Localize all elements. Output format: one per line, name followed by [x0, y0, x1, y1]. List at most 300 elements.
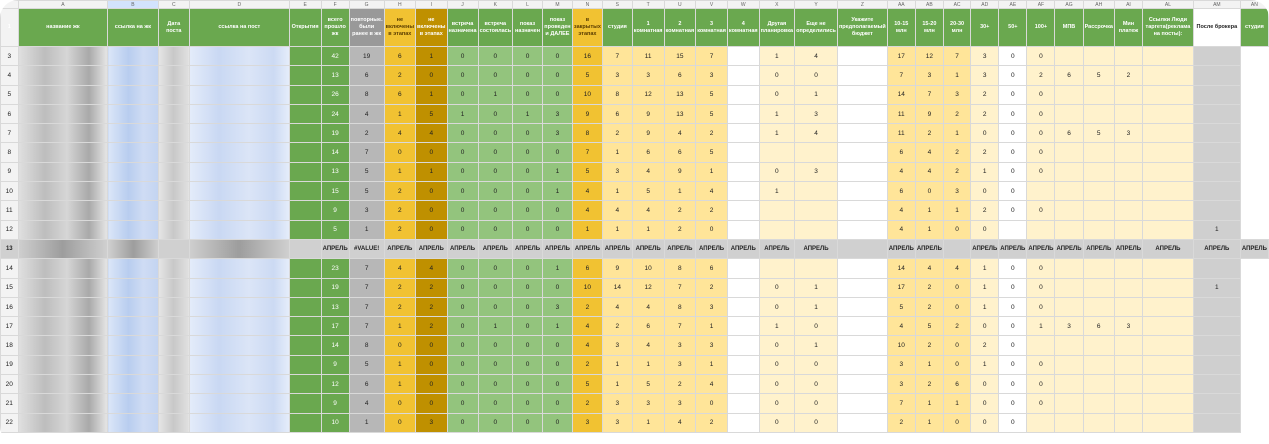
data-cell[interactable] — [727, 336, 759, 355]
data-cell[interactable]: 0 — [447, 278, 478, 297]
data-cell[interactable]: 2 — [384, 278, 415, 297]
row-number[interactable]: 18 — [1, 336, 19, 355]
data-cell[interactable] — [1143, 259, 1194, 278]
data-cell[interactable]: 5 — [572, 66, 602, 85]
data-cell[interactable]: 4 — [632, 201, 664, 220]
data-cell[interactable] — [1193, 66, 1240, 85]
blurred-post-link-cell[interactable] — [189, 220, 289, 239]
data-cell[interactable]: 6 — [887, 143, 915, 162]
column-letter-s[interactable]: S — [602, 1, 632, 9]
data-cell[interactable]: 4 — [915, 259, 943, 278]
blurred-complex-name-cell[interactable] — [18, 47, 108, 66]
blurred-post-link-cell[interactable] — [189, 104, 289, 123]
blurred-complex-link-cell[interactable] — [108, 394, 158, 413]
data-cell[interactable]: 14 — [887, 85, 915, 104]
header-cell[interactable]: 15-20 млн — [915, 9, 943, 47]
data-cell[interactable]: 2 — [384, 182, 415, 201]
column-letter-b[interactable]: B — [108, 1, 158, 9]
data-cell[interactable] — [1114, 413, 1142, 432]
data-cell[interactable]: 4 — [384, 259, 415, 278]
data-cell[interactable]: 0 — [478, 143, 513, 162]
data-cell[interactable]: 3 — [1114, 124, 1142, 143]
data-cell[interactable]: 0 — [447, 336, 478, 355]
data-cell[interactable]: 4 — [572, 336, 602, 355]
data-cell[interactable]: 4 — [795, 124, 838, 143]
month-label-cell[interactable]: АПРЕЛЬ — [1027, 239, 1055, 258]
data-cell[interactable]: 0 — [513, 124, 543, 143]
data-cell[interactable]: 4 — [887, 162, 915, 181]
data-cell[interactable] — [1055, 104, 1083, 123]
data-cell[interactable]: 15 — [321, 182, 349, 201]
data-cell[interactable]: 2 — [572, 297, 602, 316]
data-cell[interactable] — [727, 124, 759, 143]
data-cell[interactable]: 8 — [572, 124, 602, 143]
data-cell[interactable]: 8 — [602, 85, 632, 104]
month-label-cell[interactable]: АПРЕЛЬ — [795, 239, 838, 258]
data-cell[interactable]: 0 — [542, 413, 572, 432]
blurred-complex-link-cell[interactable] — [108, 259, 158, 278]
data-cell[interactable]: 0 — [513, 47, 543, 66]
data-cell[interactable] — [289, 355, 321, 374]
row-number[interactable]: 7 — [1, 124, 19, 143]
data-cell[interactable]: 0 — [478, 297, 513, 316]
data-cell[interactable] — [1143, 220, 1194, 239]
data-cell[interactable]: 4 — [664, 124, 696, 143]
blurred-complex-name-cell[interactable] — [18, 124, 108, 143]
header-cell[interactable]: Ссылки Люди таргета(реклама на посты): — [1143, 9, 1194, 47]
data-cell[interactable] — [1114, 104, 1142, 123]
data-cell[interactable]: 2 — [915, 297, 943, 316]
row-number[interactable]: 19 — [1, 355, 19, 374]
data-cell[interactable]: 4 — [632, 162, 664, 181]
header-cell[interactable]: Открытия — [289, 9, 321, 47]
data-cell[interactable]: 0 — [795, 317, 838, 336]
data-cell[interactable]: 6 — [384, 85, 415, 104]
column-letter-v[interactable]: V — [696, 1, 728, 9]
data-cell[interactable]: 0 — [447, 297, 478, 316]
blurred-post-link-cell[interactable] — [189, 394, 289, 413]
month-cell[interactable] — [289, 239, 321, 258]
data-cell[interactable]: 4 — [632, 336, 664, 355]
data-cell[interactable] — [1143, 317, 1194, 336]
data-cell[interactable]: 4 — [696, 375, 728, 394]
data-cell[interactable]: 5 — [632, 375, 664, 394]
column-letter-d[interactable]: D — [189, 1, 289, 9]
data-cell[interactable]: 3 — [416, 413, 447, 432]
data-cell[interactable]: 8 — [664, 297, 696, 316]
data-cell[interactable]: 0 — [1027, 297, 1055, 316]
data-cell[interactable]: 0 — [971, 375, 999, 394]
data-cell[interactable]: 1 — [664, 182, 696, 201]
data-cell[interactable] — [1083, 375, 1114, 394]
data-cell[interactable] — [1193, 143, 1240, 162]
data-cell[interactable] — [1055, 336, 1083, 355]
data-cell[interactable]: 6 — [887, 182, 915, 201]
column-letter-n[interactable]: N — [572, 1, 602, 9]
blurred-complex-name-cell[interactable] — [18, 413, 108, 432]
data-cell[interactable] — [727, 143, 759, 162]
data-cell[interactable]: 2 — [971, 143, 999, 162]
header-cell[interactable]: 50+ — [999, 9, 1027, 47]
data-cell[interactable]: 2 — [915, 278, 943, 297]
data-cell[interactable] — [289, 317, 321, 336]
data-cell[interactable]: 0 — [999, 259, 1027, 278]
data-cell[interactable]: 1 — [384, 162, 415, 181]
blurred-complex-name-cell[interactable] — [18, 162, 108, 181]
data-cell[interactable] — [289, 278, 321, 297]
data-cell[interactable]: 0 — [999, 66, 1027, 85]
data-cell[interactable]: 0 — [416, 182, 447, 201]
data-cell[interactable]: 0 — [943, 355, 970, 374]
data-cell[interactable]: 3 — [602, 336, 632, 355]
data-cell[interactable]: 2 — [664, 220, 696, 239]
data-cell[interactable]: 3 — [602, 413, 632, 432]
data-cell[interactable]: 5 — [915, 317, 943, 336]
data-cell[interactable]: 3 — [887, 355, 915, 374]
data-cell[interactable]: 4 — [416, 259, 447, 278]
data-cell[interactable] — [1193, 85, 1240, 104]
month-label-cell[interactable]: АПРЕЛЬ — [602, 239, 632, 258]
header-cell[interactable]: показ проведен и ДАЛЕЕ — [542, 9, 572, 47]
data-cell[interactable]: 3 — [971, 47, 999, 66]
blurred-post-link-cell[interactable] — [189, 47, 289, 66]
data-cell[interactable]: 0 — [478, 220, 513, 239]
data-cell[interactable]: 1 — [915, 394, 943, 413]
column-letter-z[interactable]: Z — [837, 1, 887, 9]
data-cell[interactable]: 7 — [943, 47, 970, 66]
data-cell[interactable]: 0 — [999, 413, 1027, 432]
blurred-post-link-cell[interactable] — [189, 259, 289, 278]
data-cell[interactable]: 1 — [759, 182, 794, 201]
data-cell[interactable]: 1 — [572, 220, 602, 239]
column-letter-h[interactable]: H — [384, 1, 415, 9]
data-cell[interactable] — [837, 124, 887, 143]
blurred-complex-link-cell[interactable] — [108, 104, 158, 123]
data-cell[interactable]: 5 — [572, 375, 602, 394]
data-cell[interactable]: 0 — [542, 85, 572, 104]
data-cell[interactable] — [727, 259, 759, 278]
data-cell[interactable]: 3 — [795, 104, 838, 123]
data-cell[interactable] — [999, 220, 1027, 239]
data-cell[interactable]: 7 — [696, 47, 728, 66]
data-cell[interactable]: 4 — [795, 47, 838, 66]
header-cell[interactable]: не включены в этапах — [384, 9, 415, 47]
data-cell[interactable]: 1 — [971, 162, 999, 181]
data-cell[interactable]: 0 — [999, 124, 1027, 143]
data-cell[interactable]: 4 — [915, 143, 943, 162]
data-cell[interactable] — [1114, 394, 1142, 413]
data-cell[interactable]: 1 — [384, 375, 415, 394]
blurred-post-date-cell[interactable] — [158, 278, 189, 297]
blurred-complex-name-cell[interactable] — [18, 355, 108, 374]
data-cell[interactable]: 1 — [915, 413, 943, 432]
data-cell[interactable]: 0 — [416, 66, 447, 85]
data-cell[interactable]: 1 — [478, 317, 513, 336]
data-cell[interactable] — [289, 201, 321, 220]
data-cell[interactable]: 3 — [971, 66, 999, 85]
row-number[interactable]: 14 — [1, 259, 19, 278]
blurred-complex-link-cell[interactable] — [108, 143, 158, 162]
data-cell[interactable] — [1055, 201, 1083, 220]
data-cell[interactable]: 0 — [513, 317, 543, 336]
data-cell[interactable]: 0 — [447, 375, 478, 394]
data-cell[interactable]: 17 — [321, 317, 349, 336]
data-cell[interactable]: 14 — [602, 278, 632, 297]
data-cell[interactable]: 2 — [1027, 66, 1055, 85]
data-cell[interactable] — [837, 143, 887, 162]
data-cell[interactable]: 0 — [447, 85, 478, 104]
data-cell[interactable]: 1 — [384, 355, 415, 374]
data-cell[interactable] — [727, 355, 759, 374]
data-cell[interactable]: 0 — [542, 201, 572, 220]
data-cell[interactable]: 0 — [447, 182, 478, 201]
data-cell[interactable]: 2 — [915, 124, 943, 143]
data-cell[interactable]: 0 — [1027, 278, 1055, 297]
data-cell[interactable]: 1 — [416, 162, 447, 181]
blurred-complex-link-cell[interactable] — [108, 413, 158, 432]
data-cell[interactable]: 0 — [478, 104, 513, 123]
blurred-complex-name-cell[interactable] — [18, 317, 108, 336]
data-cell[interactable] — [1027, 336, 1055, 355]
column-letter-l[interactable]: L — [513, 1, 543, 9]
data-cell[interactable]: 5 — [349, 182, 384, 201]
data-cell[interactable] — [1083, 162, 1114, 181]
header-cell[interactable]: ссылка на жк — [108, 9, 158, 47]
data-cell[interactable] — [1055, 375, 1083, 394]
data-cell[interactable] — [837, 47, 887, 66]
data-cell[interactable] — [1114, 182, 1142, 201]
data-cell[interactable]: 0 — [999, 375, 1027, 394]
column-letter-ae[interactable]: AE — [999, 1, 1027, 9]
data-cell[interactable]: 1 — [384, 104, 415, 123]
data-cell[interactable]: 1 — [759, 104, 794, 123]
data-cell[interactable]: 0 — [542, 220, 572, 239]
column-letter-k[interactable]: K — [478, 1, 513, 9]
data-cell[interactable]: 0 — [971, 220, 999, 239]
data-cell[interactable]: 8 — [349, 336, 384, 355]
data-cell[interactable] — [1193, 336, 1240, 355]
data-cell[interactable]: 6 — [572, 259, 602, 278]
data-cell[interactable]: 3 — [1055, 317, 1083, 336]
blurred-post-link-cell[interactable] — [189, 124, 289, 143]
blurred-post-date-cell[interactable] — [158, 47, 189, 66]
header-cell[interactable]: встреча состоялась — [478, 9, 513, 47]
data-cell[interactable]: 6 — [696, 259, 728, 278]
data-cell[interactable] — [289, 124, 321, 143]
data-cell[interactable]: 0 — [384, 336, 415, 355]
data-cell[interactable]: 7 — [887, 394, 915, 413]
column-letter-e[interactable]: E — [289, 1, 321, 9]
data-cell[interactable]: 3 — [696, 297, 728, 316]
data-cell[interactable]: 7 — [572, 143, 602, 162]
data-cell[interactable]: 6 — [664, 66, 696, 85]
header-cell[interactable]: 2 комнатная — [664, 9, 696, 47]
data-cell[interactable] — [1143, 394, 1194, 413]
blurred-complex-name-cell[interactable] — [18, 143, 108, 162]
data-cell[interactable]: 0 — [759, 278, 794, 297]
row-number[interactable]: 20 — [1, 375, 19, 394]
data-cell[interactable]: 0 — [478, 162, 513, 181]
data-cell[interactable] — [837, 317, 887, 336]
data-cell[interactable] — [1143, 413, 1194, 432]
data-cell[interactable]: 1 — [542, 259, 572, 278]
data-cell[interactable]: 0 — [999, 297, 1027, 316]
data-cell[interactable] — [727, 413, 759, 432]
blurred-complex-name-cell[interactable] — [18, 297, 108, 316]
data-cell[interactable] — [1193, 47, 1240, 66]
data-cell[interactable]: 1 — [971, 259, 999, 278]
data-cell[interactable]: 24 — [321, 104, 349, 123]
header-cell[interactable]: ссылка на пост — [189, 9, 289, 47]
data-cell[interactable]: 0 — [384, 394, 415, 413]
data-cell[interactable]: 0 — [759, 162, 794, 181]
data-cell[interactable] — [1083, 355, 1114, 374]
data-cell[interactable]: 2 — [349, 124, 384, 143]
data-cell[interactable] — [1055, 394, 1083, 413]
blurred-complex-link-cell[interactable] — [108, 162, 158, 181]
data-cell[interactable] — [1114, 220, 1142, 239]
data-cell[interactable]: 0 — [478, 66, 513, 85]
data-cell[interactable] — [759, 220, 794, 239]
data-cell[interactable]: 6 — [349, 66, 384, 85]
blurred-complex-link-cell[interactable] — [108, 278, 158, 297]
data-cell[interactable]: 13 — [664, 104, 696, 123]
data-cell[interactable] — [1027, 413, 1055, 432]
header-cell[interactable]: 20-30 млн — [943, 9, 970, 47]
blurred-month-post-cell[interactable] — [189, 239, 289, 258]
column-letter-ai[interactable]: AI — [1114, 1, 1142, 9]
data-cell[interactable]: 0 — [943, 220, 970, 239]
data-cell[interactable]: 0 — [999, 47, 1027, 66]
data-cell[interactable] — [1143, 297, 1194, 316]
data-cell[interactable]: 0 — [999, 278, 1027, 297]
blurred-post-link-cell[interactable] — [189, 355, 289, 374]
month-label-cell[interactable]: АПРЕЛЬ — [664, 239, 696, 258]
data-cell[interactable]: 7 — [349, 143, 384, 162]
data-cell[interactable]: 4 — [349, 104, 384, 123]
data-cell[interactable]: 2 — [971, 104, 999, 123]
data-cell[interactable]: 2 — [943, 104, 970, 123]
blurred-complex-link-cell[interactable] — [108, 85, 158, 104]
data-cell[interactable] — [1027, 220, 1055, 239]
month-label-cell[interactable]: АПРЕЛЬ — [384, 239, 415, 258]
data-cell[interactable]: 17 — [887, 278, 915, 297]
blurred-post-link-cell[interactable] — [189, 162, 289, 181]
data-cell[interactable]: 1 — [1027, 317, 1055, 336]
data-cell[interactable]: 2 — [943, 162, 970, 181]
data-cell[interactable]: 0 — [696, 394, 728, 413]
row-number[interactable]: 21 — [1, 394, 19, 413]
data-cell[interactable] — [289, 297, 321, 316]
data-cell[interactable] — [1083, 201, 1114, 220]
column-letter-ac[interactable]: AC — [943, 1, 970, 9]
data-cell[interactable]: 0 — [513, 66, 543, 85]
data-cell[interactable]: 0 — [1027, 85, 1055, 104]
data-cell[interactable]: 5 — [349, 162, 384, 181]
data-cell[interactable]: 10 — [572, 278, 602, 297]
data-cell[interactable] — [1114, 375, 1142, 394]
data-cell[interactable]: 2 — [943, 317, 970, 336]
data-cell[interactable]: 9 — [664, 162, 696, 181]
header-cell[interactable]: Еще не определились — [795, 9, 838, 47]
data-cell[interactable]: 0 — [384, 413, 415, 432]
data-cell[interactable]: 0 — [943, 297, 970, 316]
data-cell[interactable]: 0 — [478, 375, 513, 394]
data-cell[interactable]: 2 — [1114, 66, 1142, 85]
data-cell[interactable]: 0 — [759, 336, 794, 355]
data-cell[interactable]: 4 — [384, 124, 415, 143]
data-cell[interactable] — [289, 47, 321, 66]
data-cell[interactable] — [1193, 162, 1240, 181]
blurred-complex-link-cell[interactable] — [108, 297, 158, 316]
row-number[interactable]: 8 — [1, 143, 19, 162]
data-cell[interactable]: 1 — [759, 124, 794, 143]
data-cell[interactable] — [837, 162, 887, 181]
data-cell[interactable]: 2 — [602, 317, 632, 336]
header-cell[interactable]: встреча назначена — [447, 9, 478, 47]
data-cell[interactable] — [1055, 259, 1083, 278]
data-cell[interactable]: 6 — [349, 375, 384, 394]
data-cell[interactable]: 7 — [602, 47, 632, 66]
data-cell[interactable]: 0 — [999, 317, 1027, 336]
data-cell[interactable]: 0 — [759, 375, 794, 394]
data-cell[interactable]: 1 — [478, 85, 513, 104]
data-cell[interactable]: 7 — [664, 278, 696, 297]
data-cell[interactable]: 0 — [447, 413, 478, 432]
data-cell[interactable]: 0 — [795, 413, 838, 432]
data-cell[interactable]: 0 — [542, 336, 572, 355]
data-cell[interactable]: 0 — [513, 413, 543, 432]
data-cell[interactable] — [1193, 104, 1240, 123]
data-cell[interactable]: 0 — [513, 162, 543, 181]
data-cell[interactable] — [289, 85, 321, 104]
data-cell[interactable]: 6 — [1083, 317, 1114, 336]
data-cell[interactable]: 0 — [759, 85, 794, 104]
data-cell[interactable]: 5 — [416, 104, 447, 123]
data-cell[interactable]: 0 — [513, 297, 543, 316]
data-cell[interactable]: 0 — [971, 182, 999, 201]
row-number[interactable]: 22 — [1, 413, 19, 432]
data-cell[interactable]: 0 — [447, 162, 478, 181]
data-cell[interactable] — [289, 66, 321, 85]
data-cell[interactable]: 0 — [478, 47, 513, 66]
data-cell[interactable]: 0 — [971, 124, 999, 143]
data-cell[interactable] — [1114, 278, 1142, 297]
data-cell[interactable]: 4 — [664, 413, 696, 432]
row-number[interactable]: 16 — [1, 297, 19, 316]
data-cell[interactable]: 2 — [572, 355, 602, 374]
blurred-post-link-cell[interactable] — [189, 413, 289, 432]
blurred-complex-name-cell[interactable] — [18, 85, 108, 104]
data-cell[interactable]: 2 — [915, 336, 943, 355]
header-cell[interactable]: Дата поста — [158, 9, 189, 47]
data-cell[interactable]: 3 — [943, 182, 970, 201]
column-letter-a[interactable]: A — [18, 1, 108, 9]
blurred-post-date-cell[interactable] — [158, 85, 189, 104]
header-cell[interactable]: всего прошло жк — [321, 9, 349, 47]
data-cell[interactable]: 2 — [572, 394, 602, 413]
data-cell[interactable]: 0 — [478, 259, 513, 278]
data-cell[interactable]: 4 — [572, 182, 602, 201]
data-cell[interactable]: 1 — [349, 220, 384, 239]
data-cell[interactable] — [1143, 162, 1194, 181]
column-letter-aa[interactable]: AA — [887, 1, 915, 9]
month-label-cell[interactable]: АПРЕЛЬ — [321, 239, 349, 258]
row-number[interactable]: 3 — [1, 47, 19, 66]
data-cell[interactable]: 6 — [384, 47, 415, 66]
data-cell[interactable]: 5 — [632, 182, 664, 201]
data-cell[interactable] — [1055, 220, 1083, 239]
